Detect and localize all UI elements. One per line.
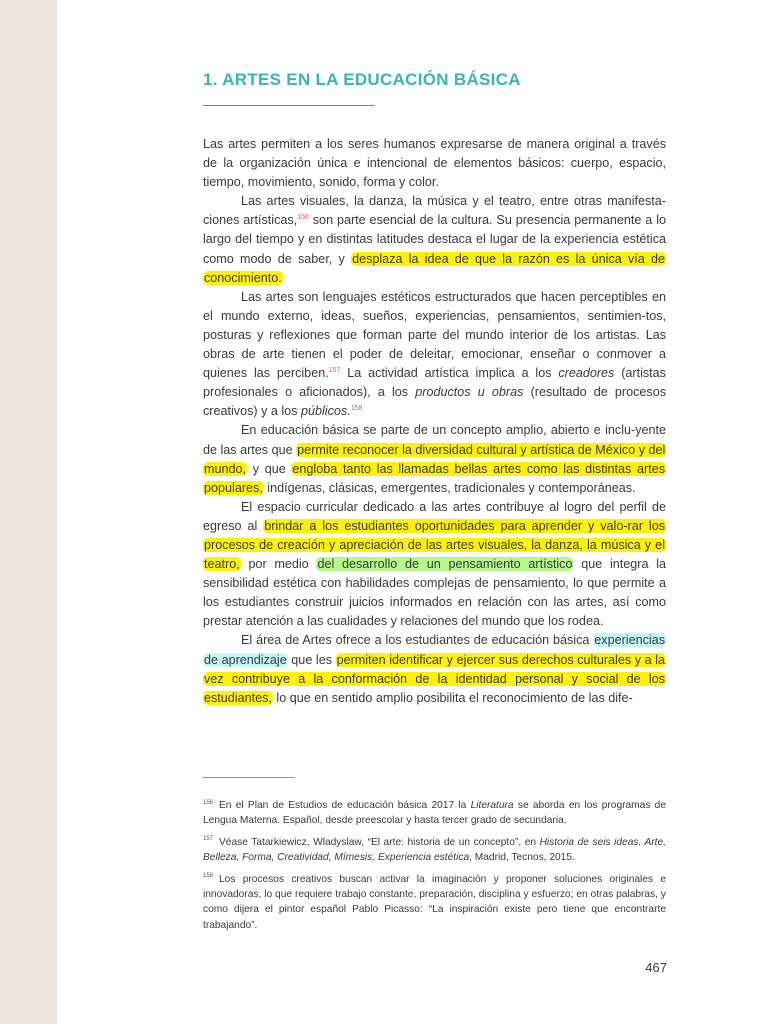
paragraph-text: Las artes permiten a los seres humanos expresarse de manera original a través de la organización única e intencional de elementos básicos: cuerpo, espacio, tiempo, movimiento, sonido, forma y color. [203, 137, 666, 190]
footnote-text: se aborda en los programas de Lengua Materna. Español, desde preescolar y hasta tercer grado de secundaria. [203, 800, 666, 827]
footnote-text: , Madrid, Tecnos, 2015. [469, 852, 575, 864]
highlight-yellow: desplaza la idea de que la razón es la única vía de conocimiento. [204, 251, 666, 285]
footnote-text: En el Plan de Estudios de educación básica 2017 la [219, 800, 471, 811]
italic-term: Historia de seis ideas. Arte, Belleza, Forma, Creatividad, Mímesis, Experiencia estética [203, 836, 666, 864]
paragraph-1 [203, 135, 666, 192]
paragraph-text: por medio [240, 557, 317, 572]
paragraph-text: indígenas, clásicas, emergentes, tradicionales y contemporáneas. [263, 480, 636, 495]
page-number: 467 [645, 960, 667, 975]
footnote-ref-158[interactable]: 158 [350, 405, 363, 413]
footnote-number: 157 [203, 836, 214, 843]
paragraph-text: que les [287, 652, 336, 667]
footnote-156 [203, 798, 666, 829]
paragraph-3 [203, 288, 666, 422]
footnote-number: 156 [203, 799, 214, 806]
section-heading: 1. ARTES EN LA EDUCACIÓN BÁSICA [203, 70, 521, 89]
body-text [203, 135, 666, 708]
highlight-yellow: permite reconocer la diversidad cultural y artística de México y del mundo, [204, 442, 666, 476]
footnote-ref-157[interactable]: 157 [328, 366, 341, 374]
footnote-number: 158 [203, 873, 214, 880]
paragraph-text: (resultado de procesos creativos) y a los [203, 385, 667, 419]
paragraph-text: (artistas profesionales o aficionados), a los [203, 366, 666, 400]
paragraph-text: y que [247, 461, 292, 476]
paragraph-4 [203, 421, 666, 497]
footnote-ref-156[interactable]: 156 [297, 214, 309, 222]
italic-term: creadores [558, 366, 615, 381]
highlight-cyan: experiencias de aprendizaje [204, 633, 665, 667]
highlight-green: del desarrollo de un pensamiento artístico [317, 557, 573, 572]
footnote-text: Véase Tatarkiewicz, Wladyslaw, “El arte: historia de un concepto”, en [219, 836, 540, 848]
paragraph-text: Las artes visuales, la danza, la música y el teatro, entre otras manifesta-ciones artísticas, [203, 194, 666, 228]
heading-underline [203, 105, 375, 106]
highlight-yellow: permiten identificar y ejercer sus derechos culturales y a la vez contribuye a la conformación de la identidad personal y social de los estudiantes, [204, 652, 666, 705]
paragraph-text: El área de Artes ofrece a los estudiantes de educación básica [241, 633, 594, 648]
paragraph-text: son parte esencial de la cultura. Su presencia permanente a lo largo del tiempo y en distintas latitudes destaca el lugar de la experiencia estética como modo de saber, y [203, 213, 666, 266]
footnote-158 [203, 872, 666, 934]
highlight-yellow: brindar a los estudiantes oportunidades para aprender y valo-rar los procesos de creación y apreciación de las artes visuales, la danza, la música y el teatro, [204, 518, 665, 572]
paragraph-5 [203, 498, 666, 632]
italic-term: públicos. [300, 404, 351, 419]
paragraph-text: lo que en sentido amplio posibilita el reconocimiento de las dife- [272, 690, 633, 705]
paragraph-2 [203, 192, 666, 287]
italic-term: productos u obras [415, 385, 524, 400]
paragraph-text: Las artes son lenguajes estéticos estructurados que hacen perceptibles en el mundo externo, ideas, sueños, experiencias, pensamientos, sentimien-tos, posturas y reflexiones que forman parte del mundo interior de los artistas. Las obras de arte tienen el poder de deleitar, emocionar, enseñar o conmover a quienes las perciben. [203, 289, 666, 381]
footnote-divider [203, 777, 295, 778]
paragraph-text: El espacio curricular dedicado a las artes contribuye al logro del perfil de egreso al [203, 499, 666, 533]
paragraph-text: En educación básica se parte de un concepto amplio, abierto e inclu-yente de las artes que [203, 423, 666, 457]
footnote-157 [203, 835, 666, 866]
paragraph-6 [203, 631, 666, 707]
paragraph-text: La actividad artística implica a los [340, 366, 559, 381]
document-page [57, 0, 768, 1024]
paragraph-text: que integra la sensibilidad estética con habilidades complejas de pensamiento, lo que permite a los estudiantes construir juicios informados en relación con las artes, así como prestar atención a las cualidades y relaciones del mundo que los rodea. [203, 557, 667, 629]
footnotes [203, 798, 666, 939]
italic-term: Literatura [470, 800, 514, 811]
footnote-text: Los procesos creativos buscan activar la imaginación y proponer soluciones originales e innovadoras, lo que requiere trabajo constante, preparación, disciplina y esfuerzo; en otras palabras, y como dijera el pintor español Pablo Picasso: “La inspiración existe pero tiene que encontrarte trabajando”. [203, 873, 666, 931]
highlight-yellow: engloba tanto las llamadas bellas artes como las distintas artes populares, [204, 461, 665, 495]
